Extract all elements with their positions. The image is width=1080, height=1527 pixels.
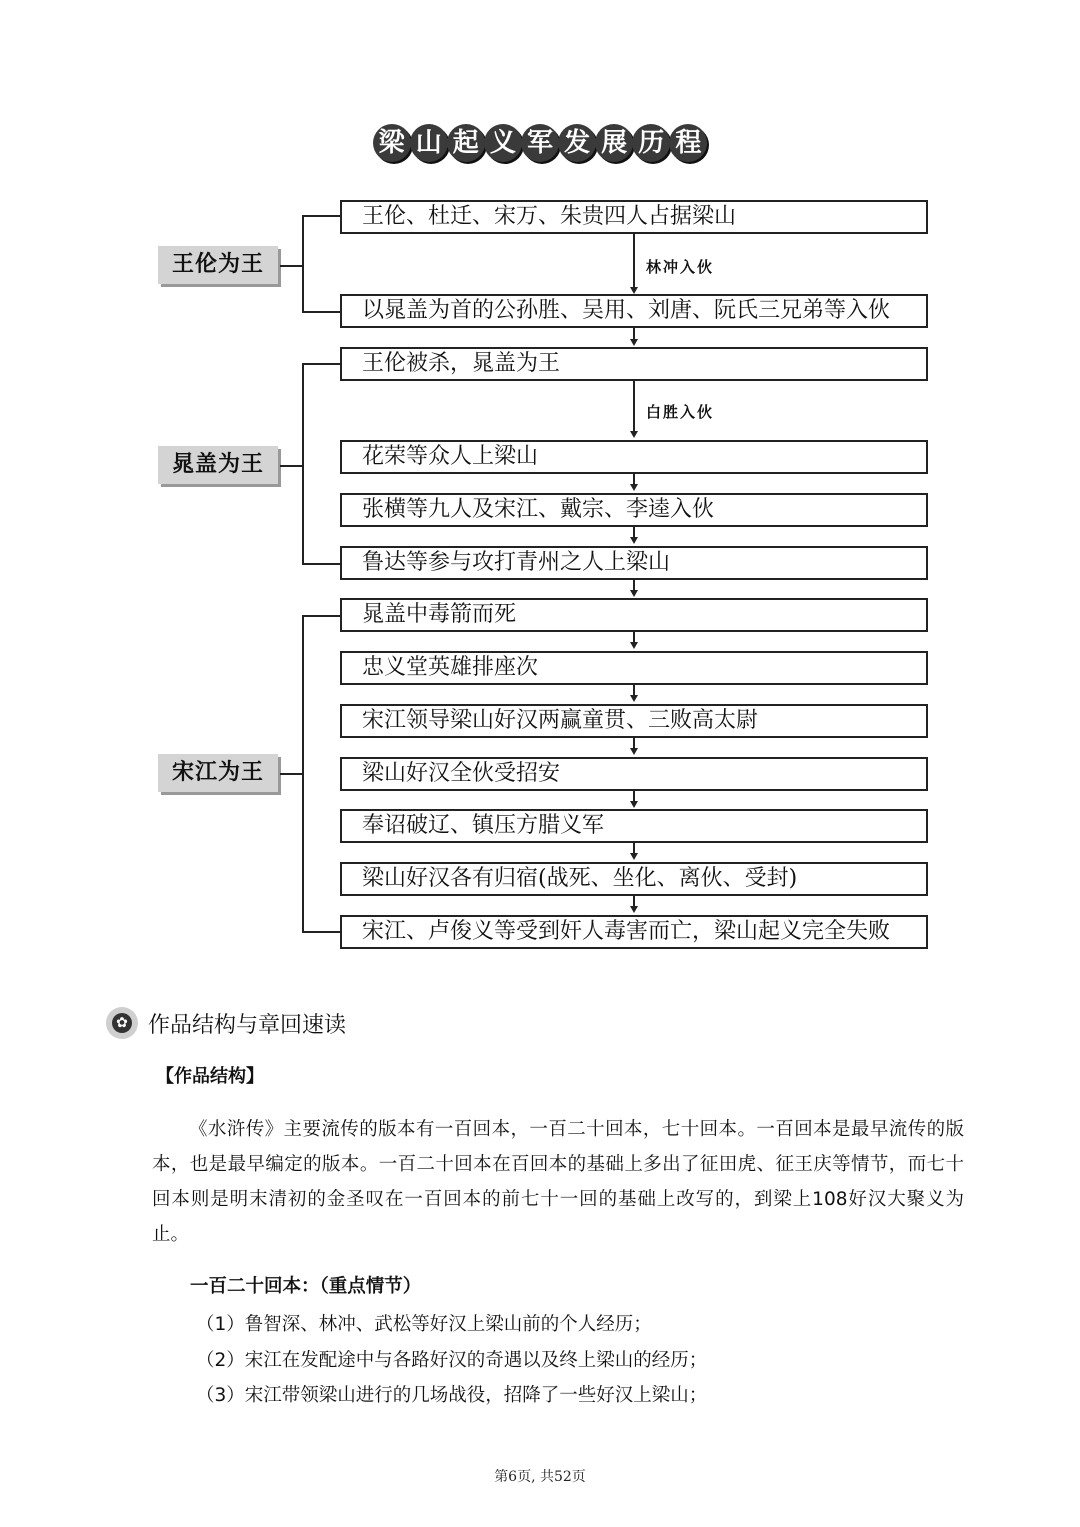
subsection-title: 【作品结构】 (156, 1066, 264, 1087)
bracket-line (302, 215, 340, 217)
event-box: 花荣等众人上梁山 (340, 440, 928, 474)
bracket-line (280, 773, 302, 775)
title-char: 历 (632, 124, 670, 162)
event-box: 梁山好汉各有归宿(战死、坐化、离伙、受封) (340, 862, 928, 896)
page-number: 第6页, 共52页 (494, 1469, 586, 1485)
ruler-label-chao-gai: 晁盖为王 (158, 446, 278, 484)
event-box: 宋江领导梁山好汉两赢童贯、三败高太尉 (340, 704, 928, 738)
title-char: 起 (447, 124, 485, 162)
bracket-line (302, 363, 340, 365)
connector-line (633, 896, 635, 906)
list-item: （1）鲁智深、林冲、武松等好汉上梁山前的个人经历； (196, 1314, 652, 1335)
arrow-down-icon (630, 537, 638, 544)
event-box: 鲁达等参与攻打青州之人上梁山 (340, 546, 928, 580)
event-box: 晁盖中毒箭而死 (340, 598, 928, 632)
title-char: 程 (669, 124, 707, 162)
title-char: 发 (558, 124, 596, 162)
arrow-label: 林冲入伙 (646, 258, 715, 276)
arrow-down-icon (630, 287, 638, 294)
title-char: 展 (595, 124, 633, 162)
diagram-title (0, 124, 1080, 162)
list-item: （3）宋江带领梁山进行的几场战役，招降了一些好汉上梁山； (196, 1385, 708, 1406)
arrow-down-icon (630, 590, 638, 597)
bracket-line (302, 215, 304, 312)
arrow-down-icon (630, 484, 638, 491)
title-char: 义 (484, 124, 522, 162)
bracket-line (302, 311, 340, 313)
title-char: 山 (410, 124, 448, 162)
bracket-line (302, 615, 340, 617)
section-heading (106, 1006, 346, 1040)
bracket-line (302, 931, 340, 933)
flower-icon: ✿ (106, 1007, 138, 1039)
connector-line (633, 234, 635, 287)
event-box: 以晁盖为首的公孙胜、吴用、刘唐、阮氏三兄弟等入伙 (340, 294, 928, 328)
arrow-label: 白胜入伙 (646, 403, 715, 421)
ruler-label-song-jiang: 宋江为王 (158, 754, 278, 792)
arrow-down-icon (630, 339, 638, 346)
title-char: 军 (521, 124, 559, 162)
ruler-label-wang-lun: 王伦为王 (158, 246, 278, 284)
connector-line (633, 580, 635, 590)
title-char: 梁 (373, 124, 411, 162)
event-box: 王伦、杜迁、宋万、朱贵四人占据梁山 (340, 200, 928, 234)
connector-line (633, 381, 635, 431)
key-plot-title: 一百二十回本：（重点情节） (190, 1276, 422, 1297)
bracket-line (302, 563, 340, 565)
event-box: 王伦被杀，晁盖为王 (340, 347, 928, 381)
arrow-down-icon (630, 853, 638, 860)
event-box: 宋江、卢俊义等受到奸人毒害而亡，梁山起义完全失败 (340, 915, 928, 949)
arrow-down-icon (630, 695, 638, 702)
bracket-line (280, 465, 302, 467)
bracket-line (302, 615, 304, 932)
event-box: 忠义堂英雄排座次 (340, 651, 928, 685)
event-box: 张横等九人及宋江、戴宗、李逵入伙 (340, 493, 928, 527)
connector-line (633, 474, 635, 484)
section-title: 作品结构与章回速读 (148, 1012, 347, 1038)
event-box: 奉诏破辽、镇压方腊义军 (340, 809, 928, 843)
connector-line (633, 527, 635, 537)
connector-line (633, 685, 635, 695)
arrow-down-icon (630, 642, 638, 649)
event-box: 梁山好汉全伙受招安 (340, 757, 928, 791)
connector-line (633, 843, 635, 853)
connector-line (633, 738, 635, 748)
body-paragraph: 《水浒传》主要流传的版本有一百回本，一百二十回本，七十回本。一百回本是最早流传的版本，也是最早编定的版本。一百二十回本在百回本的基础上多出了征田虎、征王庆等情节，而七十回本则是明末清初的金圣叹在一百回本的前七十一回的基础上改写的，到梁上108好汉大聚义为止。 (152, 1119, 964, 1245)
list-item: （2）宋江在发配途中与各路好汉的奇遇以及终上梁山的经历； (196, 1350, 708, 1371)
bracket-line (302, 363, 304, 564)
connector-line (633, 632, 635, 642)
connector-line (633, 791, 635, 801)
bracket-line (280, 265, 302, 267)
arrow-down-icon (630, 906, 638, 913)
arrow-down-icon (630, 801, 638, 808)
arrow-down-icon (630, 431, 638, 438)
arrow-down-icon (630, 748, 638, 755)
